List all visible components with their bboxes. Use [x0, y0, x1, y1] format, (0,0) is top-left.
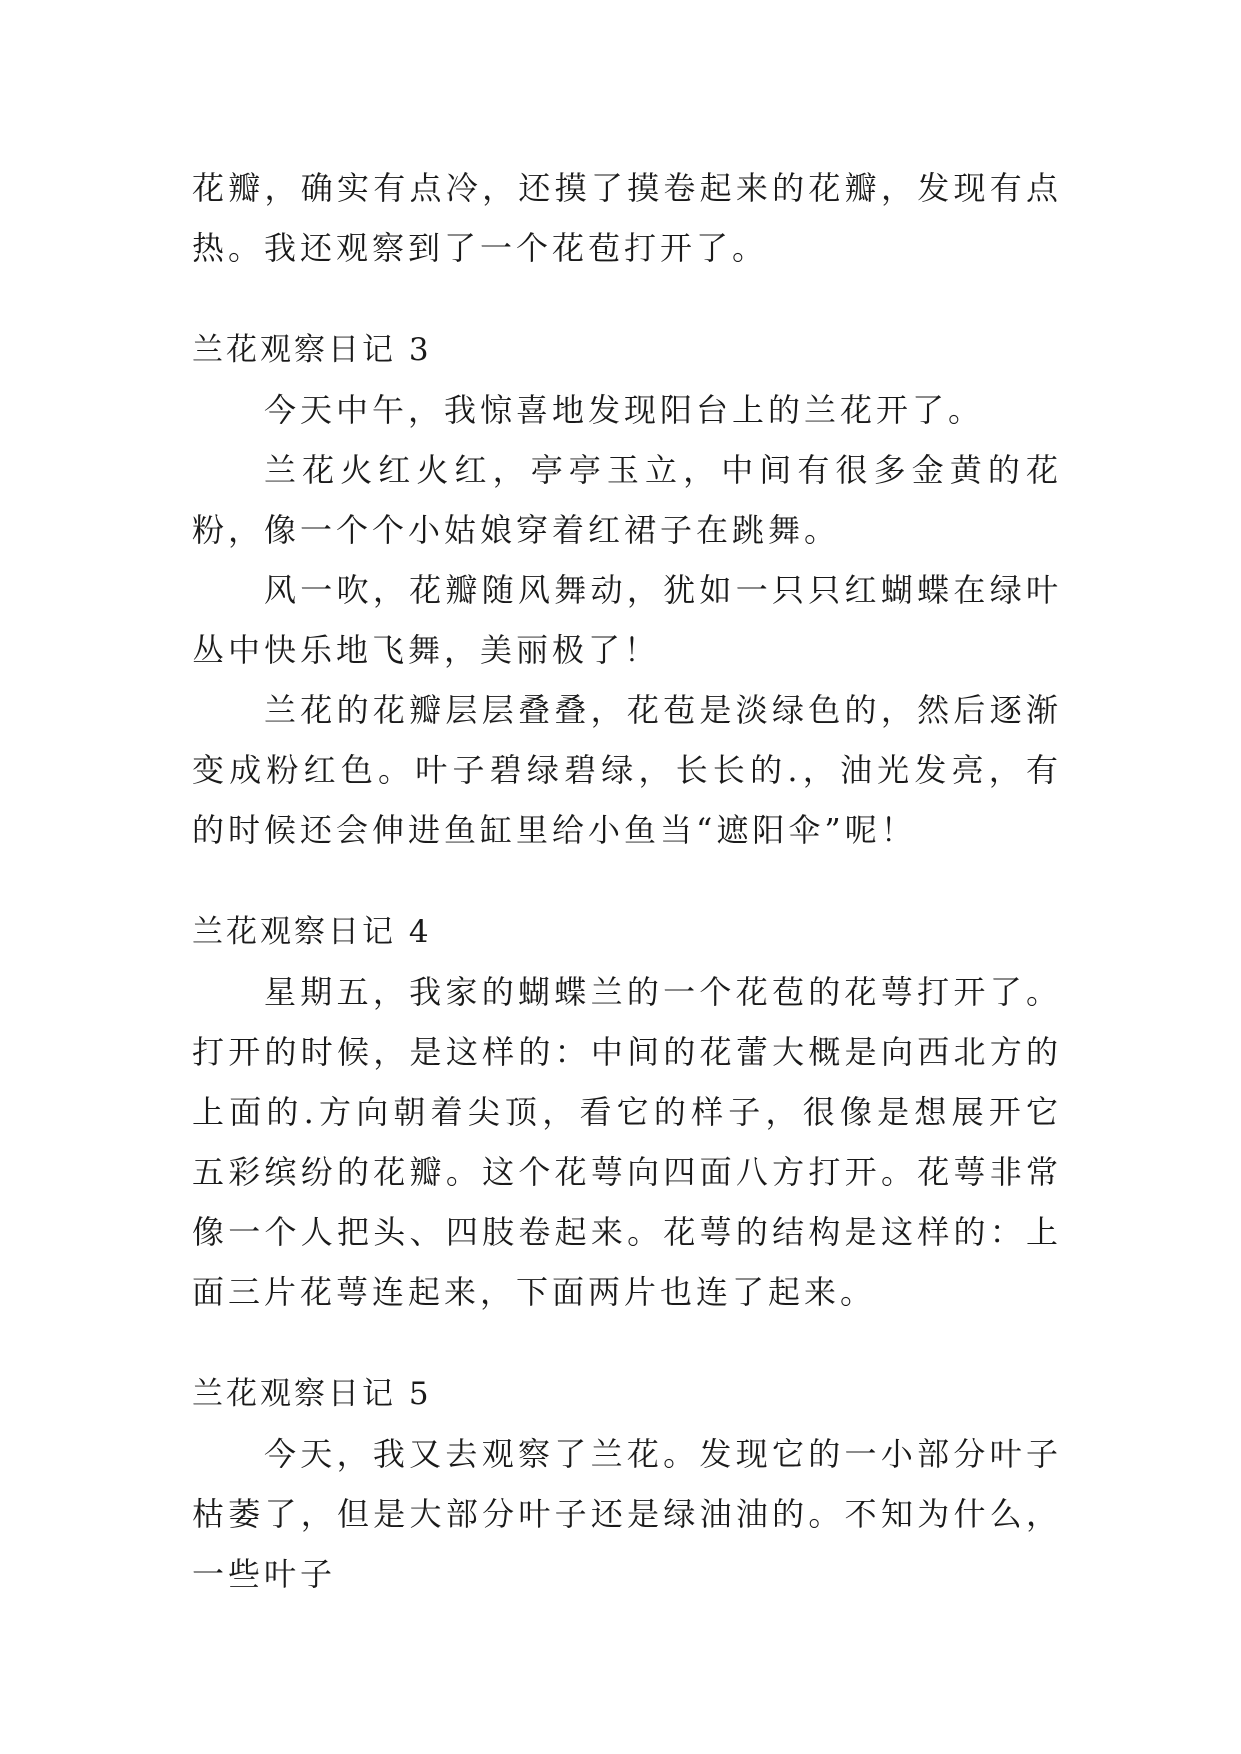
- section-3-paragraph-4: 兰花的花瓣层层叠叠，花苞是淡绿色的，然后逐渐变成粉红色。叶子碧绿碧绿，长长的.，油光发亮，有的时候还会伸进鱼缸里给小鱼当“遮阳伞”呢！: [192, 691, 1062, 849]
- section-heading-3: 兰花观察日记 3: [192, 332, 432, 368]
- section-heading-5: 兰花观察日记 5: [192, 1376, 432, 1412]
- section-3-paragraph-2: 兰花火红火红，亭亭玉立，中间有很多金黄的花粉，像一个个小姑娘穿着红裙子在跳舞。: [192, 451, 1062, 549]
- section-gap: [192, 860, 1062, 902]
- section-gap: [192, 278, 1062, 320]
- document-body: [192, 158, 1062, 1604]
- section-5-paragraph-1: 今天，我又去观察了兰花。发现它的一小部分叶子枯萎了，但是大部分叶子还是绿油油的。不知为什么，一些叶子: [192, 1435, 1062, 1593]
- intro-paragraph: 花瓣，确实有点冷，还摸了摸卷起来的花瓣，发现有点热。我还观察到了一个花苞打开了。: [192, 169, 1062, 267]
- section-heading-4: 兰花观察日记 4: [192, 914, 432, 950]
- section-3-paragraph-3: 风一吹，花瓣随风舞动，犹如一只只红蝴蝶在绿叶丛中快乐地飞舞，美丽极了！: [192, 571, 1062, 669]
- section-gap: [192, 1322, 1062, 1364]
- section-3-paragraph-1: 今天中午，我惊喜地发现阳台上的兰花开了。: [264, 391, 985, 429]
- section-4-paragraph-1: 星期五，我家的蝴蝶兰的一个花苞的花萼打开了。打开的时候，是这样的：中间的花蕾大概是向西北方的上面的.方向朝着尖顶，看它的样子，很像是想展开它五彩缤纷的花瓣。这个花萼向四面八方打开。花萼非常像一个人把头、四肢卷起来。花萼的结构是这样的：上面三片花萼连起来，下面两片也连了起来。: [192, 973, 1062, 1311]
